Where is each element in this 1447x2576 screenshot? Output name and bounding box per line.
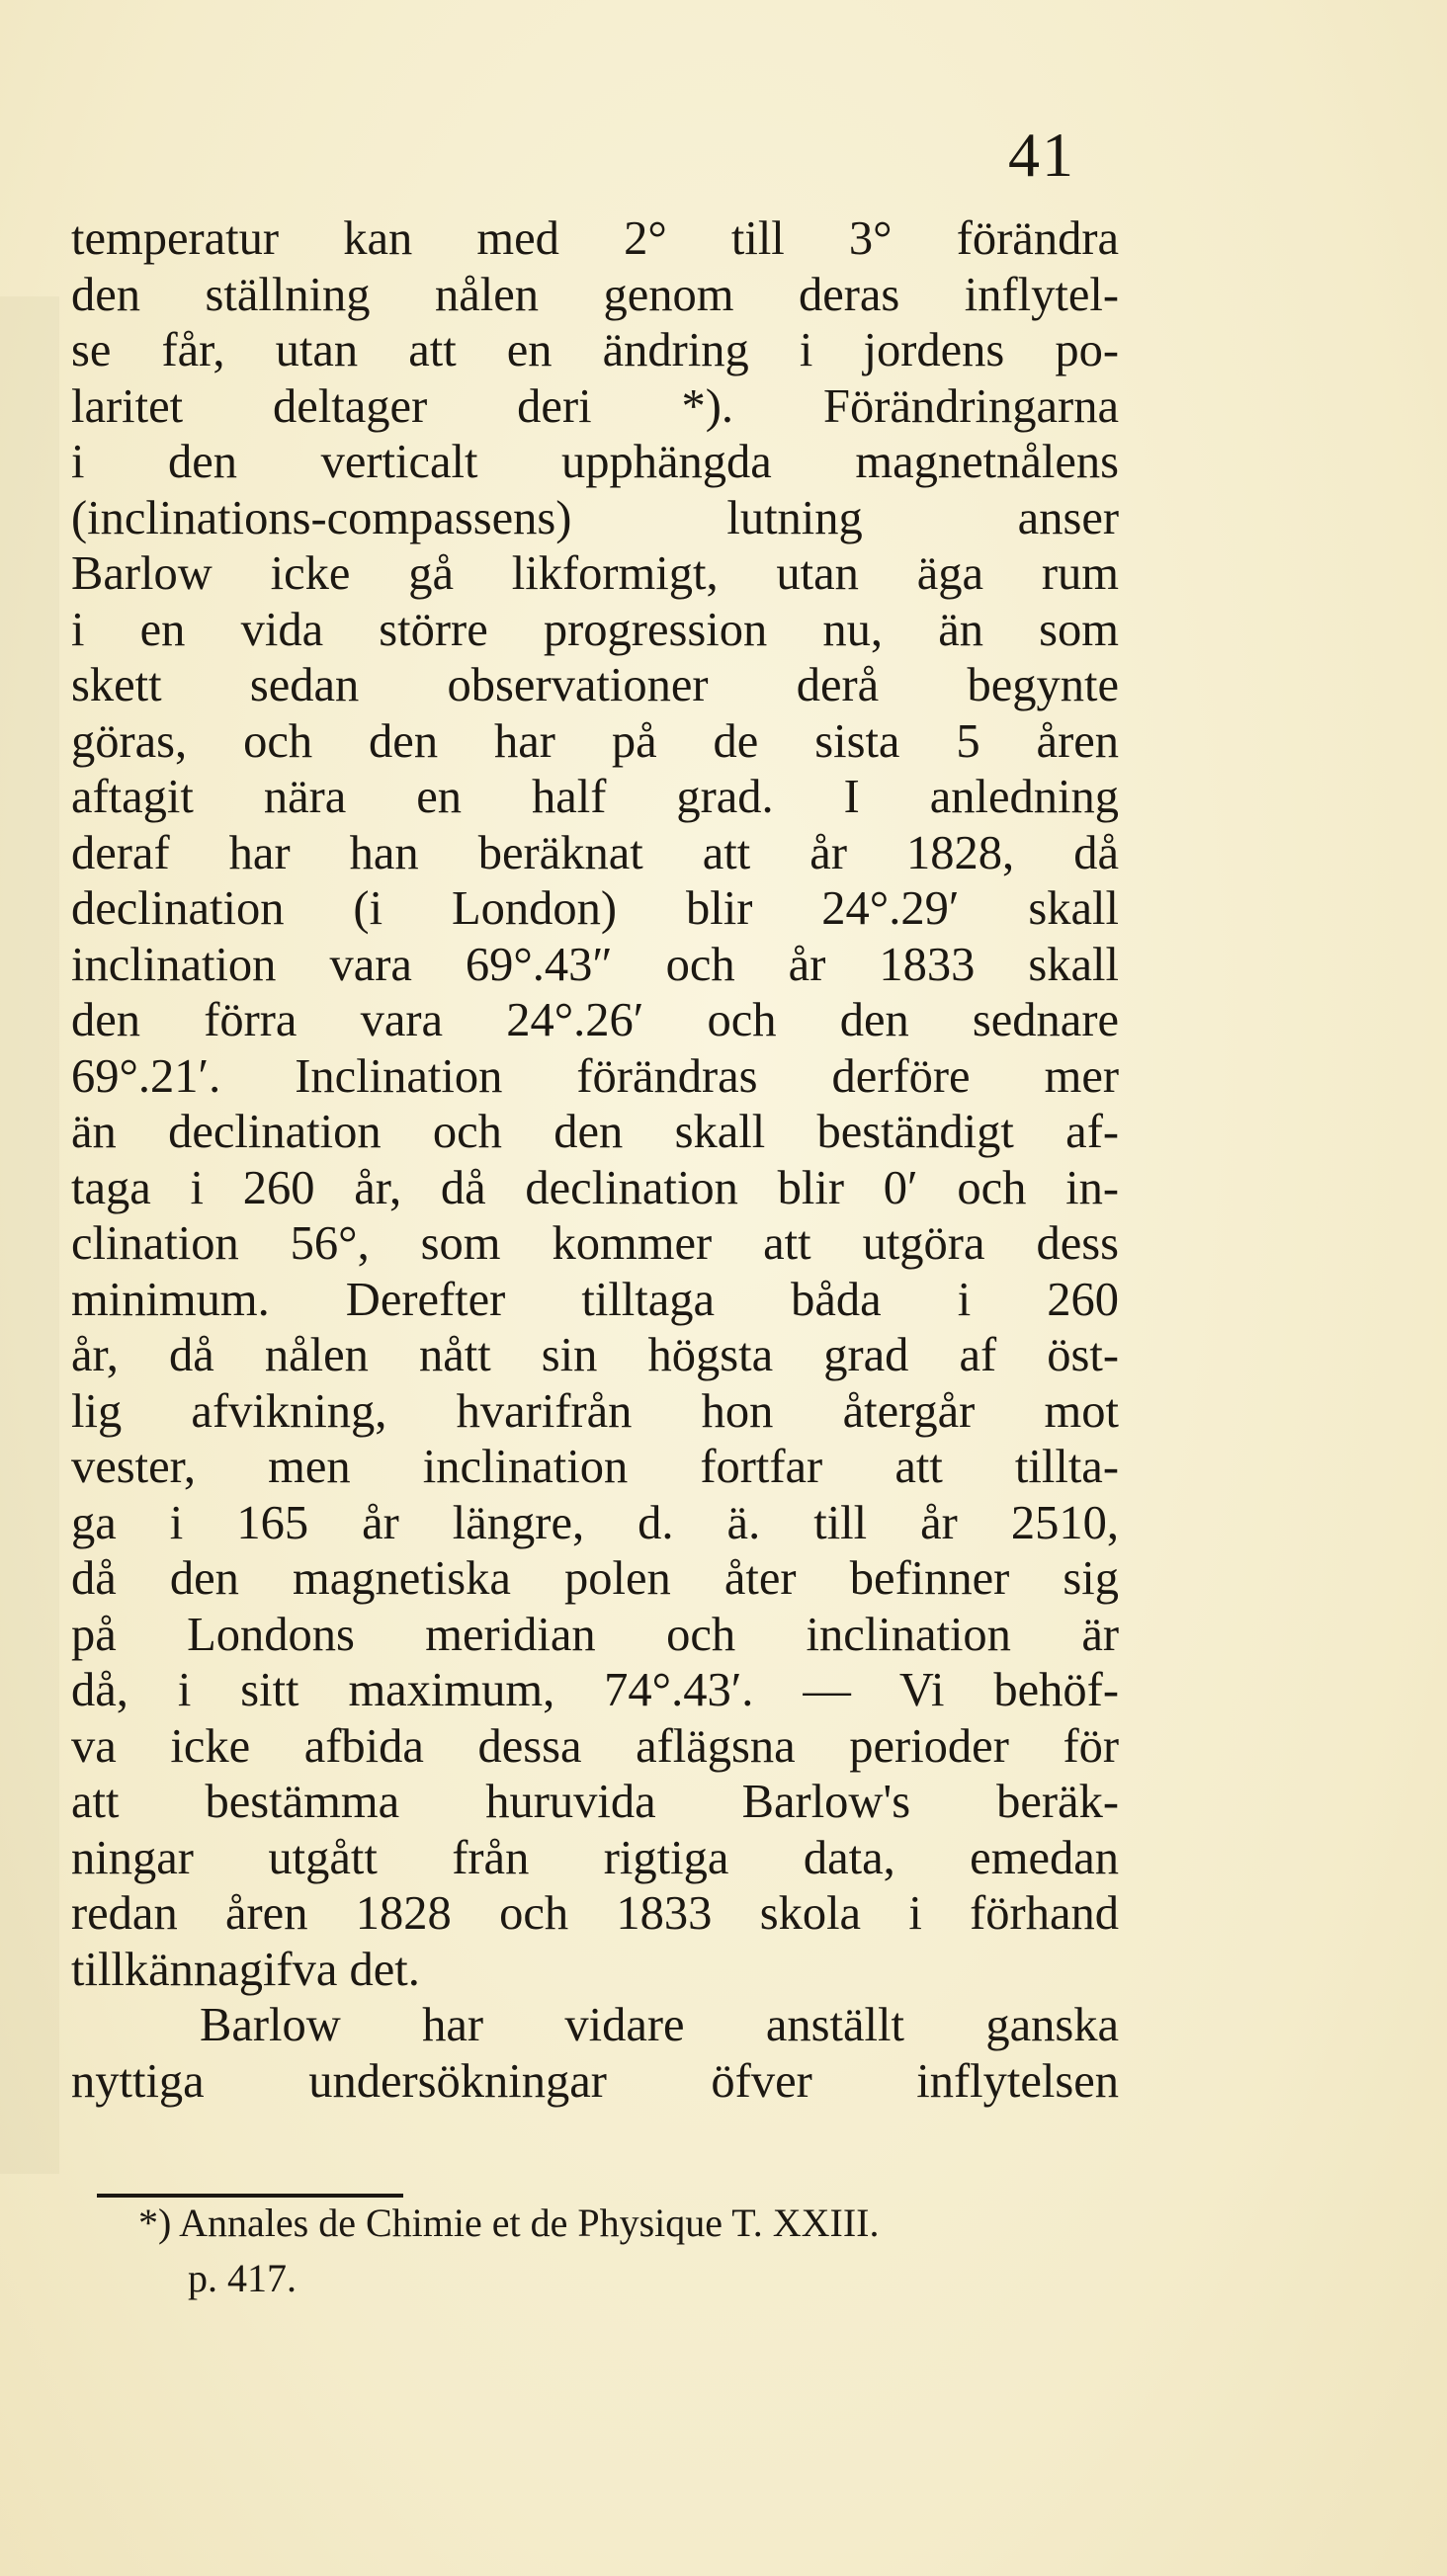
- page-edge-shadow: [0, 296, 59, 2174]
- text-line: 69°.21′. Inclination förändras derföre mer: [71, 1049, 1119, 1103]
- text-line: den förra vara 24°.26′ och den sednare: [71, 994, 1119, 1046]
- text-line: då den magnetiska polen åter befinner sig: [71, 1552, 1119, 1605]
- text-line: år, då nålen nått sin högsta grad af öst-: [71, 1329, 1119, 1381]
- text-line: nyttiga undersökningar öfver inflytelsen: [71, 2054, 1119, 2108]
- text-line: i en vida större progression nu, än som: [71, 603, 1119, 656]
- text-line: då, i sitt maximum, 74°.43′. — Vi behöf-: [71, 1664, 1119, 1716]
- footnote: [138, 2196, 1122, 2306]
- text-line: skett sedan observationer derå begynte: [71, 659, 1119, 711]
- page-number: 41: [1008, 120, 1075, 190]
- text-line: vester, men inclination fortfar att tillta-: [71, 1441, 1119, 1493]
- text-line: på Londons meridian och inclination är: [71, 1608, 1119, 1661]
- text-line: taga i 260 år, då declination blir 0′ och in-: [71, 1161, 1119, 1214]
- text-line: minimum. Derefter tilltaga båda i 260: [71, 1273, 1119, 1326]
- text-line: temperatur kan med 2° till 3° förändra: [71, 212, 1119, 265]
- text-line: Barlow icke gå likformigt, utan äga rum: [71, 547, 1119, 600]
- text-line-paragraph-end: tillkännagifva det.: [71, 1943, 420, 1996]
- text-line: clination 56°, som kommer att utgöra dess: [71, 1217, 1119, 1270]
- text-line: den ställning nålen genom deras inflytel-: [71, 268, 1119, 321]
- text-line: göras, och den har på de sista 5 åren: [71, 714, 1119, 768]
- text-line: declination (i London) blir 24°.29′ skall: [71, 882, 1119, 935]
- body-text: [71, 211, 1119, 2110]
- text-line-paragraph-start: Barlow har vidare anställt ganska: [200, 1999, 1119, 2051]
- footnote-line: *) Annales de Chimie et de Physique T. XXIII.: [138, 2201, 880, 2245]
- text-line: laritet deltager deri *). Förändringarna: [71, 379, 1119, 433]
- text-line: (inclinations-compassens) lutning anser: [71, 491, 1119, 544]
- text-line: i den verticalt upphängda magnetnålens: [71, 436, 1119, 488]
- text-line: se får, utan att en ändring i jordens po-: [71, 324, 1119, 376]
- text-line: ningar utgått från rigtiga data, emedan: [71, 1831, 1119, 1884]
- text-line: lig afvikning, hvarifrån hon återgår mot: [71, 1384, 1119, 1438]
- text-line: inclination vara 69°.43″ och år 1833 skall: [71, 938, 1119, 991]
- text-line: va icke afbida dessa aflägsna perioder för: [71, 1719, 1119, 1773]
- footnote-line: p. 417.: [188, 2256, 297, 2300]
- text-line: än declination och den skall beständigt af-: [71, 1106, 1119, 1158]
- text-line: deraf har han beräknat att år 1828, då: [71, 826, 1119, 879]
- text-line: redan åren 1828 och 1833 skola i förhand: [71, 1887, 1119, 1940]
- text-line: att bestämma huruvida Barlow's beräk-: [71, 1776, 1119, 1828]
- text-line: aftagit nära en half grad. I anledning: [71, 771, 1119, 823]
- text-line: ga i 165 år längre, d. ä. till år 2510,: [71, 1496, 1119, 1549]
